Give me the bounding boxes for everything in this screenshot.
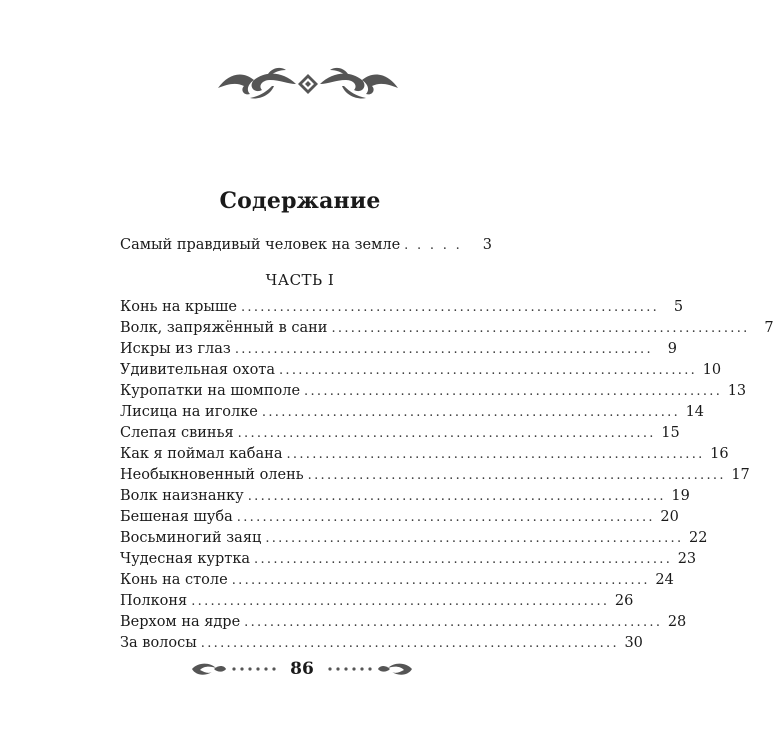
toc-entry[interactable] [120,528,708,548]
toc-entry-label: Удивительная охота [120,362,275,378]
dot-leader: ................................................................. [247,489,666,504]
dot-leader: ................................................................. [265,531,684,546]
toc-entry-label: Лисица на иголке [120,404,258,420]
dot-leader: ................................................................. [236,510,655,525]
toc-entry-page: 28 [667,614,687,630]
toc-entry-label: Полконя [120,593,188,609]
toc-entry[interactable] [120,339,677,359]
page-title: Содержание [219,188,381,214]
toc-entry[interactable] [120,381,747,401]
toc-entry-label: Искры из глаз [120,341,231,357]
toc-entry-page: 9 [667,341,677,357]
page-footer [190,654,414,684]
toc-entry-page: 3 [482,237,492,253]
toc-entry-page: 24 [655,572,674,588]
dot-leader: ................................................................. [307,468,726,483]
toc-entry-label: Как я поймал кабана [120,446,283,462]
toc-entry-label: Волк наизнанку [120,488,244,504]
toc-entry[interactable] [120,591,634,611]
toc-entry[interactable] [120,507,679,527]
page-number: 86 [290,659,314,679]
toc-entry-page: 15 [661,425,680,441]
toc-entry-page: 26 [614,593,634,609]
toc-entry-label: Конь на столе [120,572,228,588]
ornament-top-icon [214,62,402,106]
dot-leader: ................................................................. [244,615,663,630]
toc-entry-page: 30 [624,635,643,651]
toc-entry-page: 22 [688,530,708,546]
toc-entry[interactable] [120,633,643,653]
dot-leader: ................................................................. [240,300,660,315]
toc-entry-page: 17 [731,467,750,483]
toc-entry-label: Слепая свинья [120,425,234,441]
toc-entry[interactable] [120,486,690,506]
toc-entry[interactable] [120,570,674,590]
toc-entry-label: Самый правдивый человек на земле [120,237,401,253]
dot-leader: . . . . . [404,238,463,253]
toc-entry-label: За волосы [120,635,197,651]
dot-leader: ................................................................. [304,384,723,399]
toc-entry-page: 10 [702,362,722,378]
toc-entry-page: 19 [671,488,690,504]
toc-entry[interactable] [120,444,729,464]
toc-entry-label: Чудесная куртка [120,551,251,567]
toc-entry[interactable] [120,297,684,317]
footer-ornament-right-icon [324,660,414,678]
toc-entry[interactable] [120,402,705,422]
section-heading: ЧАСТЬ I [265,271,335,289]
toc-entry-label: Волк, запряжённый в сани [120,320,328,336]
toc-entry[interactable] [120,423,680,443]
toc-entry-page: 16 [710,446,729,462]
toc-entry[interactable] [120,360,722,380]
toc-entry-page: 20 [660,509,679,525]
dot-leader: ................................................................. [237,426,656,441]
dot-leader: ................................................................. [278,363,698,378]
toc-entry-label: Куропатки на шомполе [120,383,301,399]
dot-leader: ................................................................. [331,321,750,336]
dot-leader: ................................................................. [286,447,705,462]
toc-entry-label: Верхом на ядре [120,614,241,630]
toc-entry[interactable] [120,612,687,632]
toc-entry-page: 23 [677,551,697,567]
dot-leader: ................................................................. [234,342,653,357]
dot-leader: ................................................................. [191,594,610,609]
toc-entry[interactable] [120,465,750,485]
toc-entry-label: Необыкновенный олень [120,467,304,483]
toc-entry-label: Конь на крыше [120,299,237,315]
toc-entry-page: 13 [727,383,747,399]
toc-entry-label: Бешеная шуба [120,509,233,525]
dot-leader: ................................................................. [200,636,619,651]
toc-entry-page: 5 [673,299,684,315]
toc-intro-entry[interactable] [120,235,492,255]
dot-leader: ................................................................. [231,573,650,588]
dot-leader: ................................................................. [254,552,673,567]
toc-entry-label: Восьминогий заяц [120,530,262,546]
dot-leader: ................................................................. [261,405,681,420]
toc-entry[interactable] [120,549,697,569]
toc-entry[interactable] [120,318,774,338]
toc-entry-page: 7 [764,320,774,336]
toc-entry-page: 14 [685,404,705,420]
